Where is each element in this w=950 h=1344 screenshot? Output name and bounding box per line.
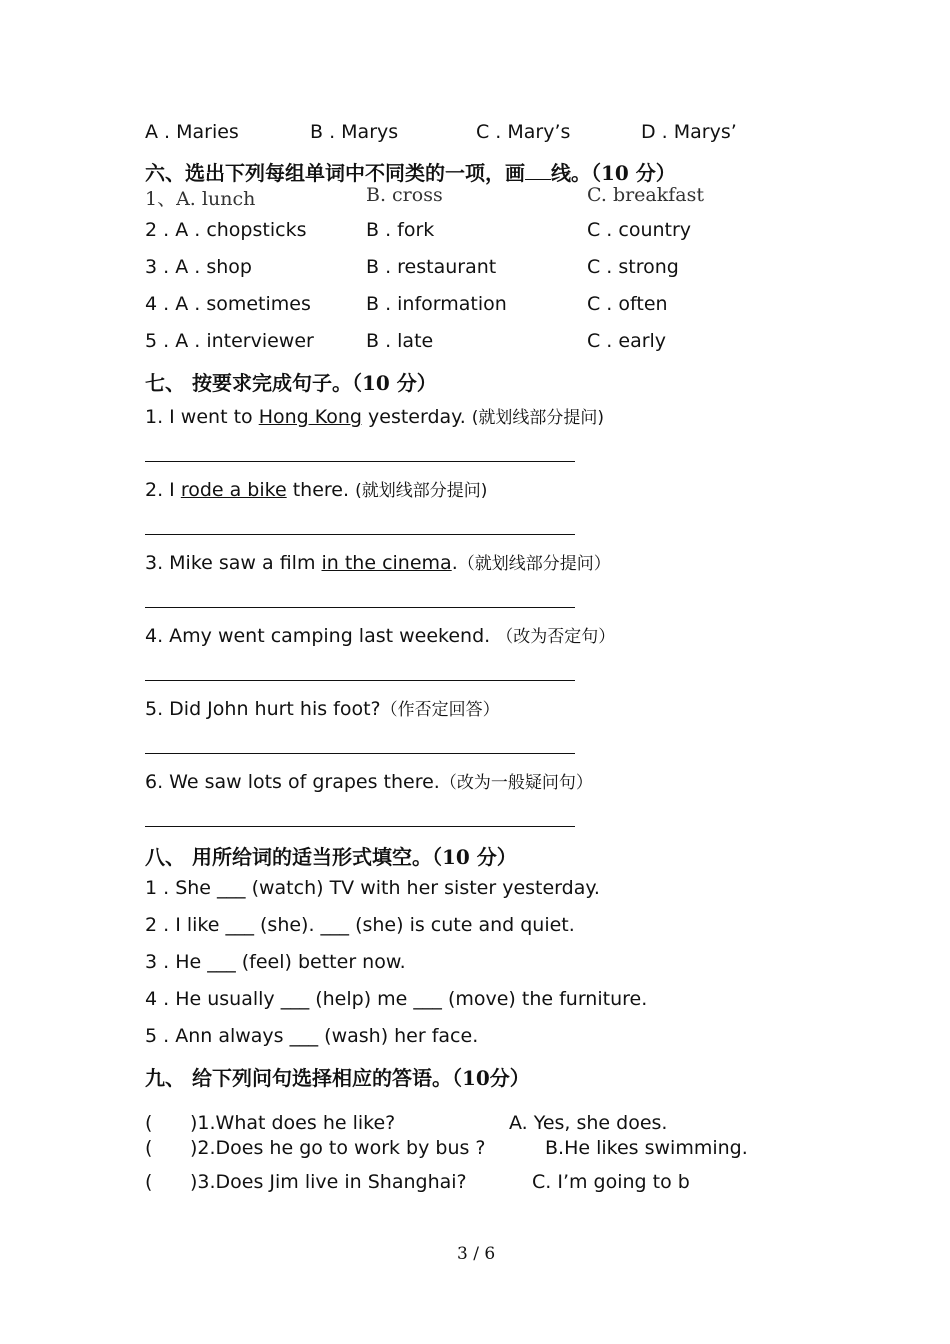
answer-line-5[interactable] <box>145 753 575 754</box>
section-9-title: 九、 给下列问句选择相应的答语。（10分） <box>145 1066 530 1090</box>
section-7-title: 七、 按要求完成句子。（10 分） <box>145 371 437 395</box>
s8-item-2: 2 . I like ___ (she). ___ (she) is cute and quiet. <box>145 914 575 936</box>
s6-row5-c: C . early <box>587 330 667 352</box>
s6-row3-b: B . restaurant <box>366 256 497 278</box>
s7-q2 <box>145 476 487 501</box>
s7-q5-text: 5. Did John hurt his foot? <box>145 698 381 720</box>
s7-q1-pre: 1. I went to <box>145 406 259 428</box>
section-6-title-b: 线。（10 分） <box>551 161 676 185</box>
s9-row1-paren: ( <box>145 1112 153 1134</box>
s9-row3-answer: C. I’m going to b <box>532 1171 690 1193</box>
s6-row2-c: C . country <box>587 219 692 241</box>
s7-q6-text: 6. We saw lots of grapes there. <box>145 771 440 793</box>
s6-row1-c: C. breakfast <box>587 184 705 206</box>
page-number: 3 / 6 <box>457 1244 496 1264</box>
s6-row4-b: B . information <box>366 293 507 315</box>
s7-q6 <box>145 768 593 793</box>
option-c: C . Mary’s <box>476 121 571 143</box>
s7-q2-note: (就划线部分提问) <box>355 481 488 501</box>
s6-row3-c: C . strong <box>587 256 679 278</box>
answer-line-2[interactable] <box>145 534 575 535</box>
s8-item-5: 5 . Ann always ___ (wash) her face. <box>145 1025 479 1047</box>
s7-q2-pre: 2. I <box>145 479 181 501</box>
s7-q3 <box>145 549 611 574</box>
option-b: B . Marys <box>310 121 399 143</box>
section-6-title-a: 六、选出下列每组单词中不同类的一项，画 <box>145 161 525 185</box>
s6-row5-a: 5 . A . interviewer <box>145 330 314 352</box>
s6-row2-a: 2 . A . chopsticks <box>145 219 307 241</box>
s6-row3-a: 3 . A . shop <box>145 256 252 278</box>
s7-q1-underlined: Hong Kong <box>258 406 362 428</box>
section-8-title: 八、 用所给词的适当形式填空。（10 分） <box>145 845 517 869</box>
s6-row2-b: B . fork <box>366 219 435 241</box>
s6-row1-a: 1、A. lunch <box>145 188 256 210</box>
s7-q2-underlined: rode a bike <box>180 479 287 501</box>
s7-q1-post: yesterday. <box>361 406 472 428</box>
s9-row2-paren: ( <box>145 1137 153 1159</box>
s7-q2-post: there. <box>286 479 356 501</box>
s7-q3-pre: 3. Mike saw a film <box>145 552 322 574</box>
s6-row5-b: B . late <box>366 330 434 352</box>
answer-line-4[interactable] <box>145 680 575 681</box>
s9-row2-answer: B.He likes swimming. <box>545 1137 748 1159</box>
s7-q3-post: . <box>451 552 458 574</box>
s6-row1-b: B. cross <box>366 184 443 206</box>
s9-row2-question: )2.Does he go to work by bus ? <box>190 1137 486 1159</box>
s7-q4 <box>145 622 615 647</box>
s8-item-4: 4 . He usually ___ (help) me ___ (move) the furniture. <box>145 988 648 1010</box>
blank-underline <box>525 161 551 180</box>
s6-row4-c: C . often <box>587 293 668 315</box>
s7-q1 <box>145 403 604 428</box>
s9-row3-question: )3.Does Jim live in Shanghai? <box>190 1171 467 1193</box>
s9-row1-answer: A. Yes, she does. <box>509 1112 668 1134</box>
answer-line-3[interactable] <box>145 607 575 608</box>
s7-q5-note: （作否定回答） <box>380 700 500 720</box>
s9-row1-question: )1.What does he like? <box>190 1112 396 1134</box>
answer-line-1[interactable] <box>145 461 575 462</box>
s7-q1-note: (就划线部分提问) <box>471 408 605 428</box>
answer-line-6[interactable] <box>145 826 575 827</box>
s9-row3-paren: ( <box>145 1171 153 1193</box>
section-6-title <box>145 157 676 186</box>
s6-row4-a: 4 . A . sometimes <box>145 293 311 315</box>
s7-q4-note: （改为否定句） <box>496 627 616 647</box>
s7-q3-note: （就划线部分提问） <box>457 554 611 574</box>
option-a: A . Maries <box>145 121 239 143</box>
s7-q5 <box>145 695 500 720</box>
option-d: D . Marys’ <box>641 121 737 143</box>
s8-item-3: 3 . He ___ (feel) better now. <box>145 951 406 973</box>
s7-q3-underlined: in the cinema <box>321 552 452 574</box>
s7-q4-text: 4. Amy went camping last weekend. <box>145 625 497 647</box>
s7-q6-note: （改为一般疑问句） <box>439 773 593 793</box>
s8-item-1: 1 . She ___ (watch) TV with her sister yesterday. <box>145 877 600 899</box>
